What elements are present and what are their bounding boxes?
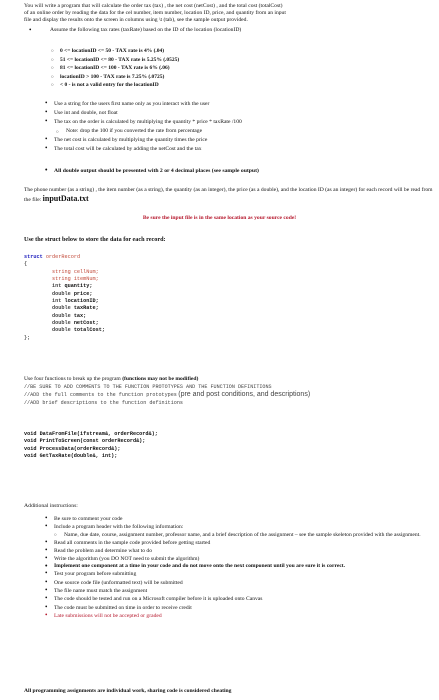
list-item: • Late submissions will not be accepted or graded xyxy=(40,612,435,620)
tax-rate-item: ○ locationID > 100 - TAX rate is 7.25% (.0725) xyxy=(46,73,426,82)
struct-field: double tax; xyxy=(52,312,87,319)
brace: }; xyxy=(24,334,31,341)
input-file-paragraph xyxy=(24,186,434,204)
list-item: • The total cost will be calculated by adding the netCost and the tax xyxy=(40,145,435,154)
comment-line: //BE SURE TO ADD COMMENTS TO THE FUNCTION PROTOTYPES AND THE FUNCTION DEFINITIONS xyxy=(24,383,272,390)
tax-rate-bullet-text: Assume the following tax rates (taxRate) based on the ID of the location (locationID) xyxy=(50,26,242,33)
list-item: • The code should be tested and run on a Microsoft compiler before it is uploaded onto Canvas xyxy=(40,595,435,603)
input-file-name: inputData.txt xyxy=(42,193,89,203)
intro-line: of an online order by reading the data for the cel number, item number, location ID, price, and quantity from an input xyxy=(24,10,286,17)
intro-line: file and display the results onto the screen in columns using \t (tab), see the sample output provided. xyxy=(24,17,248,24)
warning-text: Be sure the input file is in the same location as your source code! xyxy=(142,215,297,221)
sub-item: ○ Name, due date, course, assignment number, professor name, and a brief description of the assignment – see the sample skeleton provided with the assignment. xyxy=(40,532,435,539)
intro-paragraph xyxy=(24,3,434,34)
list-item: • Use a string for the users first name only as you interact with the user xyxy=(40,100,435,109)
struct-code-block: struct orderRecord { string cellNum; string itemNum; int quantity; double price; int locationID; double taxRate; double tax; double netCost; double totalCost; }; xyxy=(24,254,434,342)
struct-field: double price; xyxy=(52,290,93,297)
requirements-list xyxy=(40,100,435,154)
functions-section: Use four functions to break up the program (functions may not be modified) //BE SURE TO ADD COMMENTS TO THE FUNCTION PROTOTYPES AND THE FUNCTION DEFINITIONS //ADD the full comments to the function prototypes (pre and post conditions, and descriptions) //ADD brief descriptions to the function definitions xyxy=(24,376,434,407)
struct-field: double netCost; xyxy=(52,320,99,327)
instructions-list xyxy=(40,515,435,620)
struct-field: string cellNum; xyxy=(52,268,99,275)
struct-field: double taxRate; xyxy=(52,305,99,312)
list-item: • Implement one component at a time in your code and do not move onto the next component until you are sure it is correct. xyxy=(40,563,435,570)
note-item: ○ Note: drop the 100 if you converted the rate from percentage xyxy=(40,127,435,136)
intro-line: You will write a program that will calculate the order tax (tax) , the net cost (netCost) , and the total cost (totalCost) xyxy=(24,3,283,9)
struct-field: double totalCost; xyxy=(52,327,105,334)
tax-rate-item: ○ < 0 - is not a valid entry for the locationID xyxy=(46,81,426,90)
function-prototypes xyxy=(24,431,158,461)
input-file-text: The phone number (as a string) , the item number (as a string), the quantity (as an integer), the price (as a double), and the location ID (as an integer) for each record will be read from the file: xyxy=(24,187,433,203)
struct-heading: Use the struct below to store the data for each record: xyxy=(24,236,166,243)
prototype-line: void ProcessData(orderRecord&); xyxy=(24,445,121,452)
tax-rate-list xyxy=(46,47,426,90)
comment-line: //ADD brief descriptions to the function definitions xyxy=(24,399,183,406)
list-item: • Read the problem and determine what to do xyxy=(40,547,435,555)
struct-field: int quantity; xyxy=(52,283,93,290)
list-item: • The net cost is calculated by multiplying the quantity times the price xyxy=(40,136,435,145)
list-item: • Include a program header with the following information: xyxy=(40,523,435,531)
struct-field: int locationID; xyxy=(52,298,99,305)
prototype-line: void DataFromFile(ifstream&, orderRecord&); xyxy=(24,431,158,437)
struct-field: string itemNum; xyxy=(52,276,99,283)
list-item: • Test your program before submitting xyxy=(40,570,435,578)
tax-rate-item: ○ 0 <= locationID <= 50 - TAX rate is 4% (.04) xyxy=(46,47,426,56)
tax-rate-item: ○ 81 <= locationID <= 100 - TAX rate is 6% (.06) xyxy=(46,64,426,73)
output-format-bullet: • All double output should be presented with 2 or 4 decimal places (see sample output) xyxy=(40,167,435,175)
brace: { xyxy=(24,261,28,268)
comment-line: //ADD the full comments to the function prototypes xyxy=(24,392,177,398)
list-item: • Read all comments in the sample code provided before getting started xyxy=(40,539,435,547)
list-item: • The tax on the order is calculated by multiplying the quantity * price * taxRate /100 xyxy=(40,118,435,127)
struct-fields xyxy=(24,269,434,335)
prototype-line: void PrintToScreen(const orderRecord&); xyxy=(24,438,146,445)
cheating-notice: All programming assignments are individual work, sharing code is considered cheating xyxy=(24,688,232,694)
list-item: • Be sure to comment your code xyxy=(40,515,435,523)
list-item: • Use int and double, not float xyxy=(40,109,435,118)
tax-rate-item: ○ 51 <= locationID <= 80 - TAX rate is 5.25% (.0525) xyxy=(46,56,426,65)
tax-rate-bullet xyxy=(24,27,434,34)
list-item: • Write the algorithm (you DO NOT need to submit the algorithm) xyxy=(40,555,435,563)
prototype-line: void GetTaxRate(double&, int); xyxy=(24,453,118,460)
list-item: • The code must be submitted on time in order to receive credit xyxy=(40,604,435,612)
list-item: • The file name must match the assignment xyxy=(40,587,435,595)
list-item: • One source code file (unformatted text) will be submitted xyxy=(40,579,435,587)
additional-heading: Additional instructions: xyxy=(24,503,78,509)
